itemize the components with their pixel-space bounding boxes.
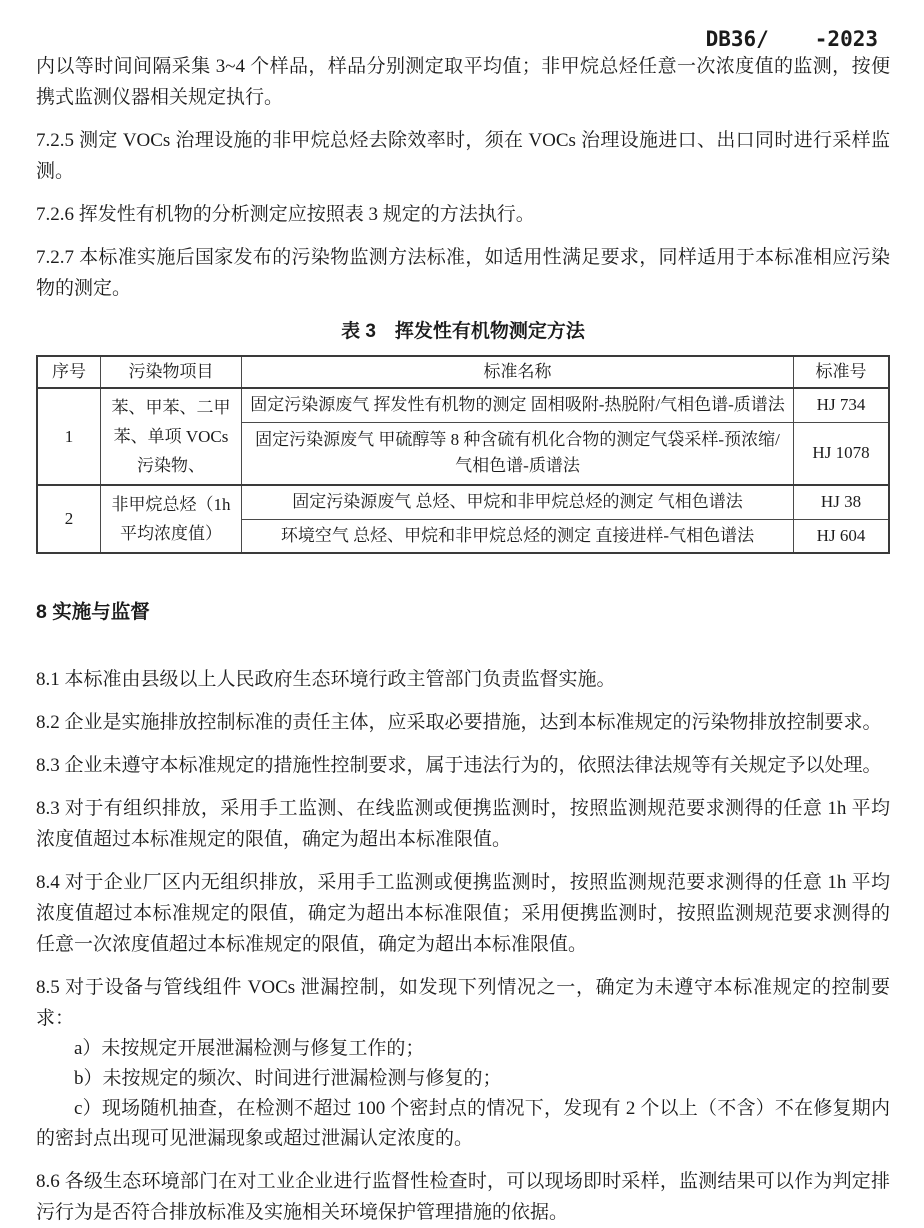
cell-group1-no: 1 [37, 388, 101, 485]
paragraph-8-6: 8.6 各级生态环境部门在对工业企业进行监督性检查时，可以现场即时采样，监测结果可以作为判定排污行为是否符合排放标准及实施相关环境保护管理措施的依据。 [36, 1171, 890, 1223]
column-header-standard-name: 标准名称 [242, 356, 794, 388]
paragraph-8-2: 8.2 企业是实施排放控制标准的责任主体，应采取必要措施，达到本标准规定的污染物排放控制要求。 [36, 712, 882, 733]
column-header-pollutant: 污染物项目 [101, 356, 242, 388]
cell-standard-name: 环境空气 总烃、甲烷和非甲烷总烃的测定 直接进样-气相色谱法 [242, 519, 794, 553]
paragraph-8-3-a: 8.3 企业未遵守本标准规定的措施性控制要求，属于违法行为的，依照法律法规等有关规定予以处理。 [36, 755, 882, 776]
cell-standard-code: HJ 38 [794, 485, 890, 519]
paragraph-8-4: 8.4 对于企业厂区内无组织排放，采用手工监测或便携监测时，按照监测规范要求测得的任意 1h 平均浓度值超过本标准规定的限值，确定为超出本标准限值；采用便携监测时，按照监测规范要求测得的任意一次浓度值超过本标准规定的限值，确定为超出本标准限值。 [36, 872, 890, 955]
table3-voc-methods [36, 355, 890, 554]
cell-standard-code: HJ 1078 [794, 422, 890, 485]
table-row [37, 388, 889, 422]
cell-group2-no: 2 [37, 485, 101, 553]
standard-code-suffix: -2023 [814, 27, 878, 51]
cell-standard-name: 固定污染源废气 挥发性有机物的测定 固相吸附-热脱附/气相色谱-质谱法 [242, 388, 794, 422]
paragraph-8-3-b: 8.3 对于有组织排放，采用手工监测、在线监测或便携监测时，按照监测规范要求测得的任意 1h 平均浓度值超过本标准规定的限值，确定为超出本标准限值。 [36, 798, 890, 850]
list-item-b: b）未按规定的频次、时间进行泄漏检测与修复的； [74, 1068, 502, 1089]
cell-standard-name: 固定污染源废气 甲硫醇等 8 种含硫有机化合物的测定气袋采样-预浓缩/气相色谱-质谱法 [242, 422, 794, 485]
paragraph-continuation: 内以等时间间隔采集 3~4 个样品，样品分别测定取平均值；非甲烷总烃任意一次浓度值的监测，按便携式监测仪器相关规定执行。 [36, 56, 890, 108]
list-item-c: c）现场随机抽查，在检测不超过 100 个密封点的情况下，发现有 2 个以上（不含）不在修复期内的密封点出现可见泄漏现象或超过泄漏认定浓度的。 [36, 1098, 890, 1149]
table3-title: 表 3 挥发性有机物测定方法 [341, 321, 585, 342]
column-header-standard-code: 标准号 [794, 356, 890, 388]
cell-standard-code: HJ 604 [794, 519, 890, 553]
list-item-a: a）未按规定开展泄漏检测与修复工作的； [74, 1038, 425, 1059]
cell-standard-code: HJ 734 [794, 388, 890, 422]
paragraph-7-2-5: 7.2.5 测定 VOCs 治理设施的非甲烷总烃去除效率时，须在 VOCs 治理设施进口、出口同时进行采样监测。 [36, 130, 890, 182]
cell-group2-pollutant: 非甲烷总烃（1h 平均浓度值） [101, 485, 242, 553]
standard-code-prefix: DB36/ [705, 27, 769, 51]
paragraph-7-2-7: 7.2.7 本标准实施后国家发布的污染物监测方法标准，如适用性满足要求，同样适用于本标准相应污染物的测定。 [36, 247, 890, 299]
column-header-no: 序号 [37, 356, 101, 388]
cell-standard-name: 固定污染源废气 总烃、甲烷和非甲烷总烃的测定 气相色谱法 [242, 485, 794, 519]
paragraph-8-1: 8.1 本标准由县级以上人民政府生态环境行政主管部门负责监督实施。 [36, 669, 616, 690]
paragraph-8-5: 8.5 对于设备与管线组件 VOCs 泄漏控制，如发现下列情况之一，确定为未遵守本标准规定的控制要求： [36, 977, 890, 1029]
standard-code-header [36, 28, 890, 51]
paragraph-7-2-6: 7.2.6 挥发性有机物的分析测定应按照表 3 规定的方法执行。 [36, 204, 535, 225]
section-8-heading: 8 实施与监督 [36, 601, 150, 623]
cell-group1-pollutant: 苯、甲苯、二甲苯、单项 VOCs 污染物、 [101, 388, 242, 485]
table-row [37, 485, 889, 519]
table-header-row [37, 356, 889, 388]
